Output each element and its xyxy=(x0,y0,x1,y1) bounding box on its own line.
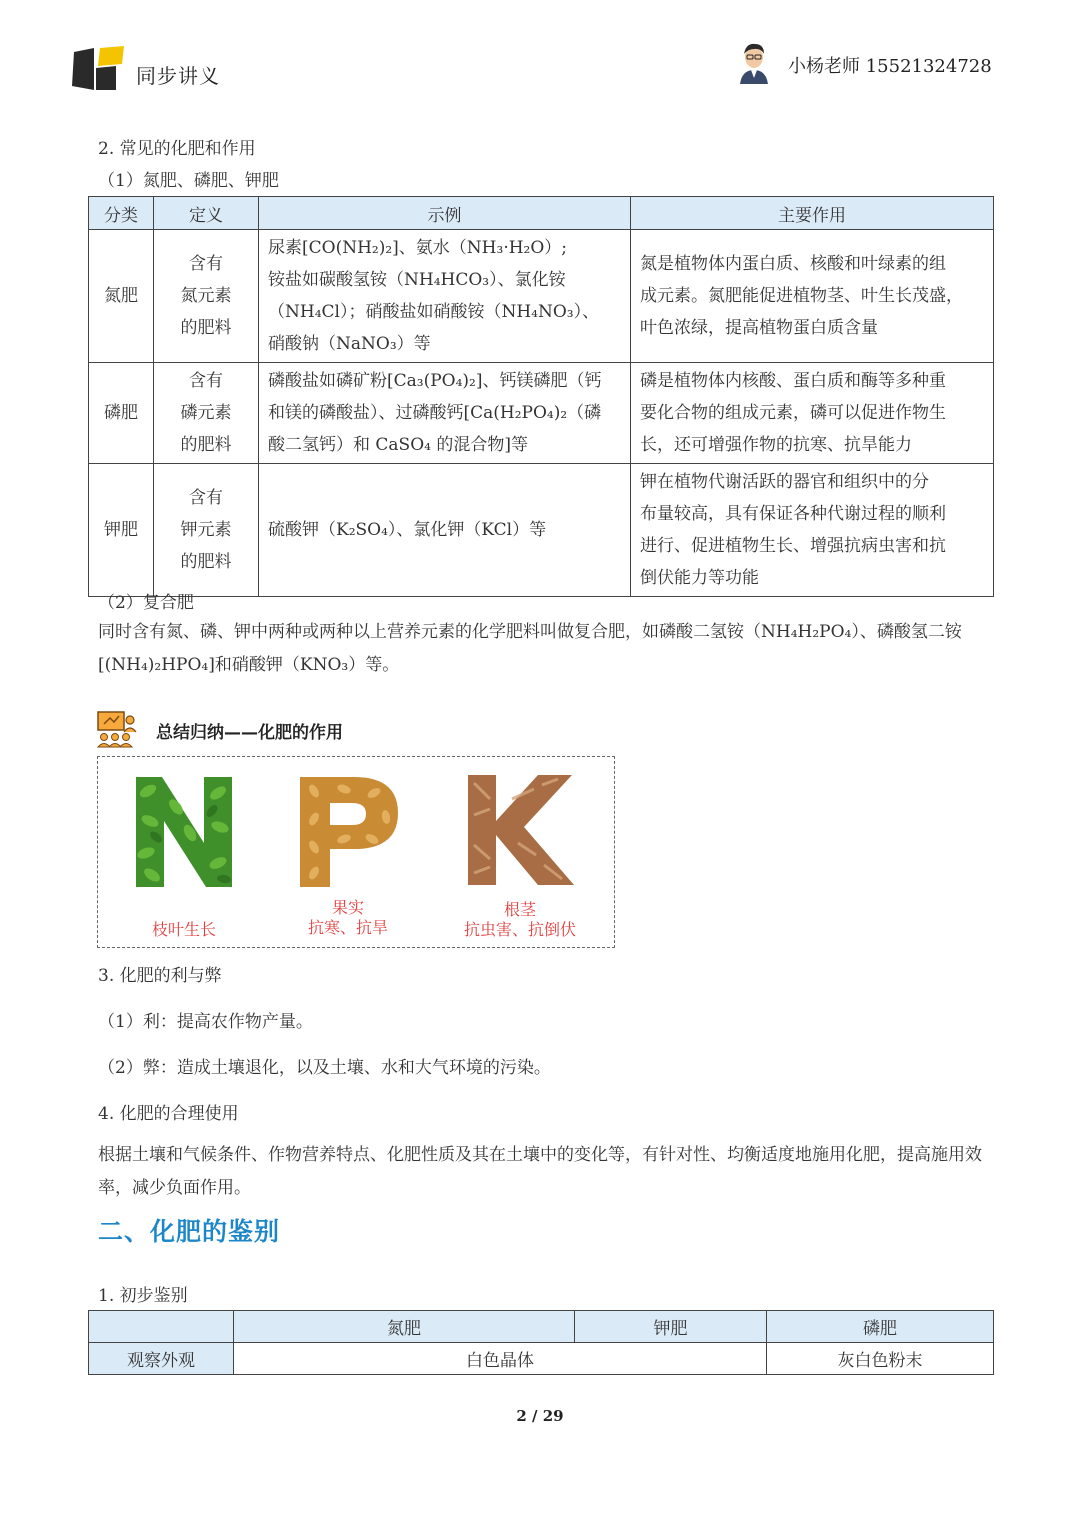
function-cell xyxy=(631,230,994,363)
definition-cell xyxy=(154,230,259,363)
examples-line: 和镁的磷酸盐）、过磷酸钙[Ca(H₂PO₄)₂（磷 xyxy=(268,403,602,423)
npk-label-k-1: 根茎 xyxy=(503,900,536,919)
definition-line: 含有 xyxy=(189,254,223,274)
header-definition: 定义 xyxy=(154,197,259,230)
subsection-title-compound: （2）复合肥 xyxy=(98,593,194,613)
row-label-appearance: 观察外观 xyxy=(89,1343,234,1375)
function-line: 要化合物的组成元素，磷可以促进作物生 xyxy=(640,403,946,423)
fertilizer-table-header xyxy=(89,197,994,230)
npk-label-k-2: 抗虫害、抗倒伏 xyxy=(463,920,576,939)
function-line: 磷是植物体内核酸、蛋白质和酶等多种重 xyxy=(640,371,946,391)
definition-line: 磷元素 xyxy=(180,403,232,423)
table-row-appearance xyxy=(89,1343,994,1375)
teacher-board-icon xyxy=(96,710,138,748)
fertilizer-table xyxy=(88,196,994,597)
function-cell xyxy=(631,464,994,597)
teacher-avatar-icon xyxy=(734,40,774,84)
examples-line: 硫酸钾（K₂SO₄）、氯化钾（KCl）等 xyxy=(268,520,547,540)
brand-name: 同步讲义 xyxy=(136,64,220,88)
teacher-contact: 小杨老师 15521324728 xyxy=(788,56,992,77)
cons-text: （2）弊：造成土壤退化，以及土壤、水和大气环境的污染。 xyxy=(98,1058,551,1078)
section-title-common-fertilizers: 2. 常见的化肥和作用 xyxy=(98,139,256,159)
appearance-white-crystal: 白色晶体 xyxy=(234,1343,767,1375)
table-row-phosphorus xyxy=(89,363,994,464)
table-row-nitrogen xyxy=(89,230,994,363)
definition-cell xyxy=(154,464,259,597)
header-potassium: 钾肥 xyxy=(575,1311,767,1343)
rational-use-text: 根据土壤和气候条件、作物营养特点、化肥性质及其在土壤中的变化等，有针对性、均衡适度地施用化肥，提高施用效率，减少负面作用。 xyxy=(98,1145,982,1198)
subsection-title-npk: （1）氮肥、磷肥、钾肥 xyxy=(98,171,279,191)
function-line: 长，还可增强作物的抗寒、抗旱能力 xyxy=(640,435,912,455)
examples-line: 磷酸盐如磷矿粉[Ca₃(PO₄)₂]、钙镁磷肥（钙 xyxy=(268,371,602,391)
examples-cell xyxy=(259,230,631,363)
function-line: 叶色浓绿，提高植物蛋白质含量 xyxy=(640,318,878,338)
appearance-grey-powder: 灰白色粉末 xyxy=(767,1343,994,1375)
examples-line: 铵盐如碳酸氢铵（NH₄HCO₃）、氯化铵 xyxy=(268,270,566,290)
npk-label-p-1: 果实 xyxy=(331,898,364,917)
summary-title: 总结归纳——化肥的作用 xyxy=(156,723,343,743)
part-heading-identification: 二、化肥的鉴别 xyxy=(98,1217,281,1246)
npk-illustration xyxy=(97,756,615,948)
examples-line: 硝酸钠（NaNO₃）等 xyxy=(268,334,431,354)
definition-line: 的肥料 xyxy=(180,552,232,572)
section-title-rational-use: 4. 化肥的合理使用 xyxy=(98,1104,239,1124)
compound-text: 同时含有氮、磷、钾中两种或两种以上营养元素的化学肥料叫做复合肥，如磷酸二氢铵（NH₄H₂PO₄）、磷酸氢二铵[(NH₄)₂HPO₄]和硝酸钾（KNO₃）等。 xyxy=(98,622,962,675)
section-title-pros-cons: 3. 化肥的利与弊 xyxy=(98,966,222,986)
header-nitrogen: 氮肥 xyxy=(234,1311,575,1343)
definition-line: 含有 xyxy=(189,371,223,391)
header-empty xyxy=(89,1311,234,1343)
definition-cell xyxy=(154,363,259,464)
category-cell: 氮肥 xyxy=(89,230,154,363)
function-line: 氮是植物体内蛋白质、核酸和叶绿素的组 xyxy=(640,254,946,274)
header-category: 分类 xyxy=(89,197,154,230)
definition-line: 的肥料 xyxy=(180,318,232,338)
table-row-potassium xyxy=(89,464,994,597)
function-line: 成元素。氮肥能促进植物茎、叶生长茂盛， xyxy=(640,286,963,306)
definition-line: 含有 xyxy=(189,488,223,508)
function-line: 进行、促进植物生长、增强抗病虫害和抗 xyxy=(640,536,946,556)
function-line: 布量较高，具有保证各种代谢过程的顺利 xyxy=(640,504,946,524)
examples-line: 酸二氢钙）和 CaSO₄ 的混合物]等 xyxy=(268,435,528,455)
definition-line: 的肥料 xyxy=(180,435,232,455)
function-line: 倒伏能力等功能 xyxy=(640,568,759,588)
header-phosphorus: 磷肥 xyxy=(767,1311,994,1343)
function-line: 钾在植物代谢活跃的器官和组织中的分 xyxy=(640,472,929,492)
brand-logo-icon xyxy=(70,44,126,94)
category-cell: 钾肥 xyxy=(89,464,154,597)
npk-label-n: 枝叶生长 xyxy=(151,920,216,939)
definition-line: 钾元素 xyxy=(180,520,232,540)
category-cell: 磷肥 xyxy=(89,363,154,464)
page-number: 2 / 29 xyxy=(516,1407,564,1425)
n-leaf-letter-icon xyxy=(132,771,236,891)
examples-cell xyxy=(259,363,631,464)
identification-table-header xyxy=(89,1311,994,1343)
identification-table xyxy=(88,1310,994,1375)
npk-label-p-2: 抗寒、抗旱 xyxy=(307,918,388,937)
k-root-letter-icon xyxy=(462,769,578,891)
pros-text: （1）利：提高农作物产量。 xyxy=(98,1012,313,1032)
subsection-title-preliminary: 1. 初步鉴别 xyxy=(98,1286,188,1306)
header-function: 主要作用 xyxy=(631,197,994,230)
examples-line: （NH₄Cl）；硝酸盐如硝酸铵（NH₄NO₃）、 xyxy=(268,302,600,322)
examples-line: 尿素[CO(NH₂)₂]、氨水（NH₃·H₂O）; xyxy=(268,238,568,258)
definition-line: 氮元素 xyxy=(180,286,232,306)
function-cell xyxy=(631,363,994,464)
examples-cell xyxy=(259,464,631,597)
p-grain-letter-icon xyxy=(294,771,404,891)
header-examples: 示例 xyxy=(259,197,631,230)
